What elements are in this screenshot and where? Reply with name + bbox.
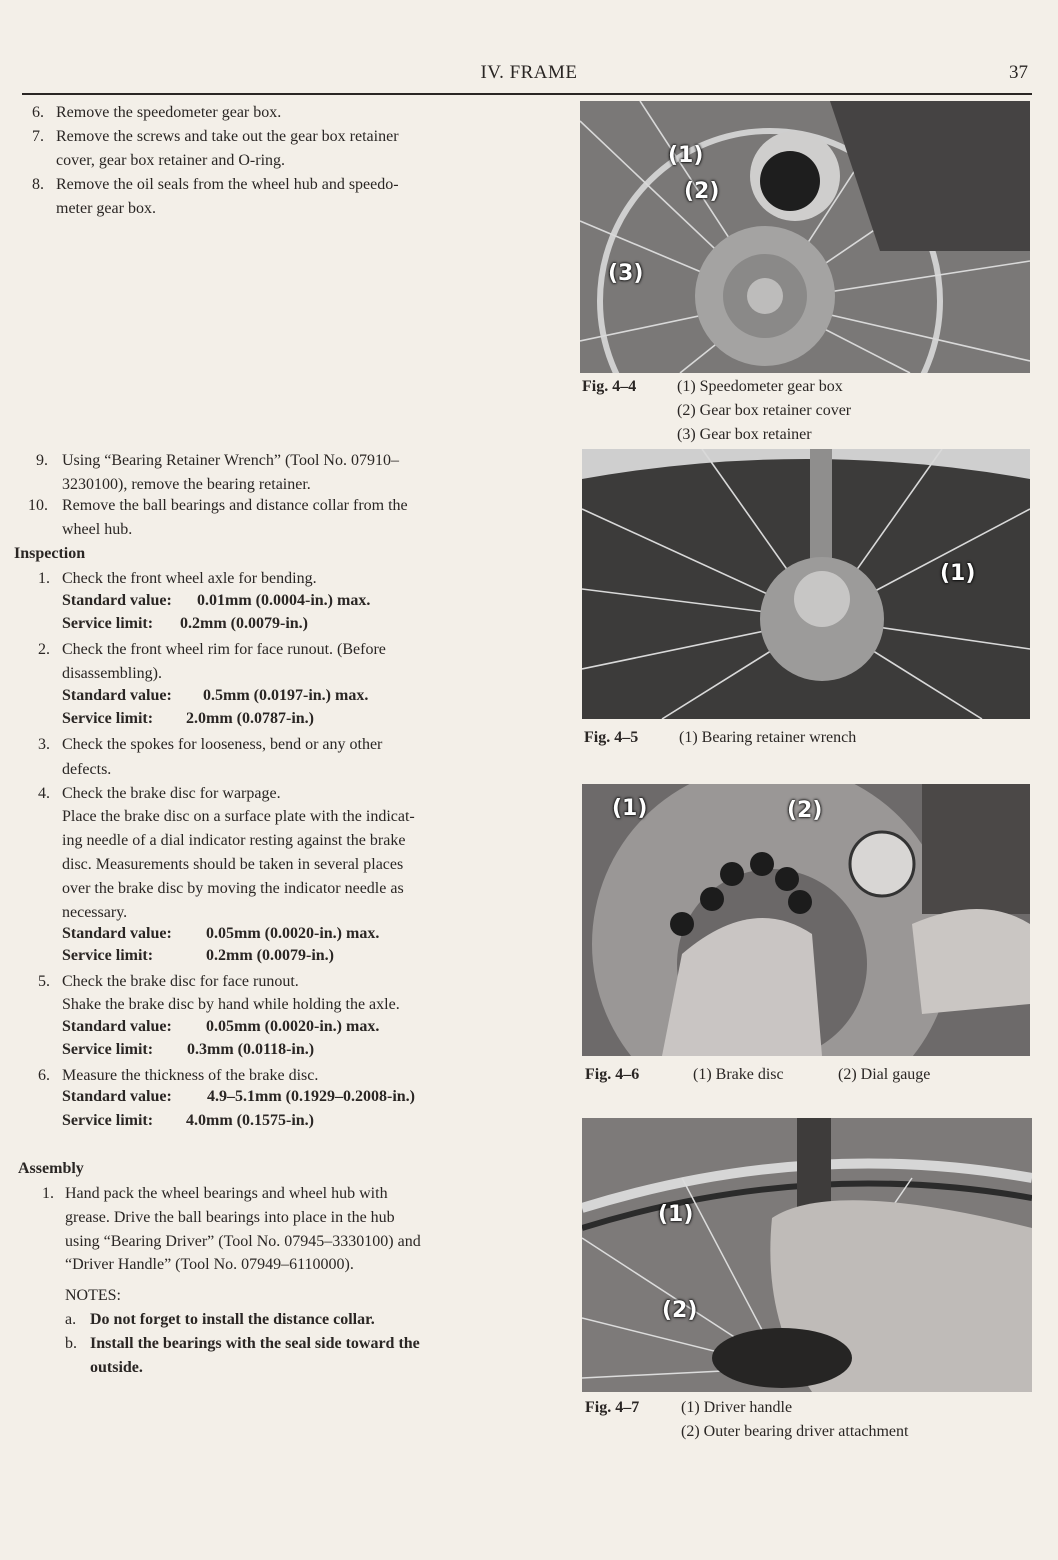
- caption-item: (1) Driver handle: [681, 1399, 793, 1416]
- inspection-heading: Inspection: [14, 545, 86, 562]
- standard-value-label: Standard value:: [62, 1018, 172, 1035]
- service-limit-value: 0.2mm (0.0079-in.): [180, 615, 308, 632]
- service-limit-label: Service limit:: [62, 1112, 154, 1129]
- callout-1: (1): [668, 143, 704, 168]
- service-limit-row: [62, 947, 334, 965]
- step-text: Using “Bearing Retainer Wrench” (Tool No. 07910–: [62, 452, 399, 469]
- service-limit-value: 4.0mm (0.1575-in.): [186, 1112, 314, 1129]
- step-text: Remove the screws and take out the gear box retainer: [56, 128, 399, 145]
- note-b-text: Install the bearings with the seal side toward the: [90, 1335, 420, 1352]
- assembly-text: “Driver Handle” (Tool No. 07949–6110000).: [65, 1256, 354, 1273]
- callout-2: (2): [662, 1298, 698, 1323]
- inspection-item-1: [38, 567, 50, 591]
- step-8: [32, 173, 522, 221]
- standard-value: 0.05mm (0.0020-in.) max.: [206, 1018, 380, 1035]
- note-a-text: Do not forget to install the distance collar.: [90, 1311, 375, 1328]
- service-limit-value: 0.3mm (0.0118-in.): [187, 1041, 315, 1058]
- figure-4-5-photo: [582, 449, 1030, 719]
- service-limit-label: Service limit:: [62, 1041, 154, 1058]
- assembly-text: grease. Drive the ball bearings into place in the hub: [65, 1209, 395, 1226]
- caption-item: (1) Speedometer gear box: [677, 378, 843, 395]
- inspection-paragraph-line: necessary.: [62, 904, 128, 921]
- standard-value-row: [62, 687, 368, 705]
- standard-value-row: [62, 592, 370, 610]
- page-number: 37: [1009, 62, 1028, 83]
- service-limit-value: 0.2mm (0.0079-in.): [206, 947, 334, 964]
- service-limit-label: Service limit:: [62, 710, 154, 727]
- standard-value: 4.9–5.1mm (0.1929–0.2008-in.): [207, 1088, 415, 1105]
- inspection-text: Check the front wheel rim for face runout. (Before: [62, 641, 386, 658]
- service-limit-row: [62, 1041, 314, 1059]
- step-text: Remove the speedometer gear box.: [56, 104, 282, 121]
- standard-value-row: [62, 1088, 415, 1106]
- step-number: 8.: [32, 176, 44, 193]
- item-number: 3.: [38, 736, 50, 753]
- item-number: 5.: [38, 973, 50, 990]
- service-limit-row: [62, 1112, 314, 1130]
- service-limit-value: 2.0mm (0.0787-in.): [186, 710, 314, 727]
- step-text: wheel hub.: [62, 521, 133, 538]
- standard-value: 0.5mm (0.0197-in.) max.: [203, 687, 369, 704]
- step-number: 9.: [36, 452, 48, 469]
- callout-2: (2): [787, 798, 823, 823]
- assembly-text: using “Bearing Driver” (Tool No. 07945–3330100) and: [65, 1233, 421, 1250]
- inspection-text: Shake the brake disc by hand while holding the axle.: [62, 996, 400, 1013]
- step-text: meter gear box.: [56, 200, 156, 217]
- page-header-title: IV. FRAME: [480, 62, 578, 83]
- standard-value: 0.05mm (0.0020-in.) max.: [206, 925, 380, 942]
- step-10: [28, 494, 526, 542]
- step-number: 6.: [32, 104, 44, 121]
- step-6: [32, 101, 522, 125]
- standard-value-label: Standard value:: [62, 592, 172, 609]
- callout-2: (2): [684, 179, 720, 204]
- figure-4-6-photo: [582, 784, 1030, 1056]
- note-b-label: b.: [65, 1335, 77, 1352]
- standard-value-label: Standard value:: [62, 1088, 172, 1105]
- figure-4-4-photo: [580, 101, 1030, 373]
- note-a-label: a.: [65, 1311, 77, 1328]
- item-number: 1.: [38, 570, 50, 587]
- step-number: 7.: [32, 128, 44, 145]
- step-7: [32, 125, 522, 173]
- wheel-hub-illustration: [580, 101, 1030, 373]
- item-number: 1.: [42, 1185, 54, 1202]
- service-limit-row: [62, 710, 314, 728]
- figure-label: Fig. 4–6: [585, 1066, 640, 1083]
- caption-item: (2) Dial gauge: [838, 1066, 931, 1083]
- step-text: cover, gear box retainer and O-ring.: [56, 152, 286, 169]
- caption-item: (1) Bearing retainer wrench: [679, 729, 857, 746]
- assembly-heading: Assembly: [18, 1160, 84, 1177]
- inspection-text: defects.: [62, 761, 112, 778]
- inspection-text: disassembling).: [62, 665, 162, 682]
- figure-label: Fig. 4–7: [585, 1399, 640, 1416]
- caption-item: (2) Gear box retainer cover: [677, 402, 852, 419]
- callout-1: (1): [612, 796, 648, 821]
- figure-4-7-photo: [582, 1118, 1032, 1392]
- item-number: 6.: [38, 1067, 50, 1084]
- standard-value: 0.01mm (0.0004-in.) max.: [197, 592, 371, 609]
- callout-1: (1): [658, 1202, 694, 1227]
- service-limit-label: Service limit:: [62, 615, 154, 632]
- standard-value-row: [62, 925, 379, 943]
- inspection-text: Measure the thickness of the brake disc.: [62, 1067, 319, 1084]
- callout-1: (1): [940, 561, 976, 586]
- inspection-text: Check the spokes for looseness, bend or any other: [62, 736, 383, 753]
- caption-item: (3) Gear box retainer: [677, 426, 812, 443]
- inspection-paragraph-line: Place the brake disc on a surface plate with the indicat-: [62, 808, 415, 825]
- assembly-text: Hand pack the wheel bearings and wheel hub with: [65, 1185, 388, 1202]
- bearing-driver-illustration: [582, 1118, 1032, 1392]
- standard-value-label: Standard value:: [62, 687, 172, 704]
- inspection-text: Check the front wheel axle for bending.: [62, 570, 317, 587]
- inspection-paragraph-line: over the brake disc by moving the indicator needle as: [62, 880, 404, 897]
- step-9: [36, 449, 526, 497]
- service-limit-row: [62, 615, 308, 633]
- caption-item: (1) Brake disc: [693, 1066, 784, 1083]
- brake-disc-illustration: [582, 784, 1030, 1056]
- step-text: Remove the oil seals from the wheel hub and speedo-: [56, 176, 399, 193]
- callout-3: (3): [608, 261, 644, 286]
- note-b-text: outside.: [90, 1359, 143, 1376]
- caption-item: (2) Outer bearing driver attachment: [681, 1423, 909, 1440]
- inspection-text: Check the brake disc for face runout.: [62, 973, 299, 990]
- inspection-paragraph-line: disc. Measurements should be taken in several places: [62, 856, 404, 873]
- header-rule: [22, 93, 1032, 95]
- standard-value-row: [62, 1018, 379, 1036]
- notes-label: NOTES:: [65, 1287, 121, 1304]
- figure-label: Fig. 4–5: [584, 729, 639, 746]
- step-text: 3230100), remove the bearing retainer.: [62, 476, 311, 493]
- step-text: Remove the ball bearings and distance collar from the: [62, 497, 408, 514]
- step-number: 10.: [28, 497, 48, 514]
- item-number: 4.: [38, 785, 50, 802]
- inspection-text: Check the brake disc for warpage.: [62, 785, 281, 802]
- item-number: 2.: [38, 641, 50, 658]
- service-limit-label: Service limit:: [62, 947, 154, 964]
- standard-value-label: Standard value:: [62, 925, 172, 942]
- inspection-paragraph-line: ing needle of a dial indicator resting against the brake: [62, 832, 406, 849]
- figure-label: Fig. 4–4: [582, 378, 637, 395]
